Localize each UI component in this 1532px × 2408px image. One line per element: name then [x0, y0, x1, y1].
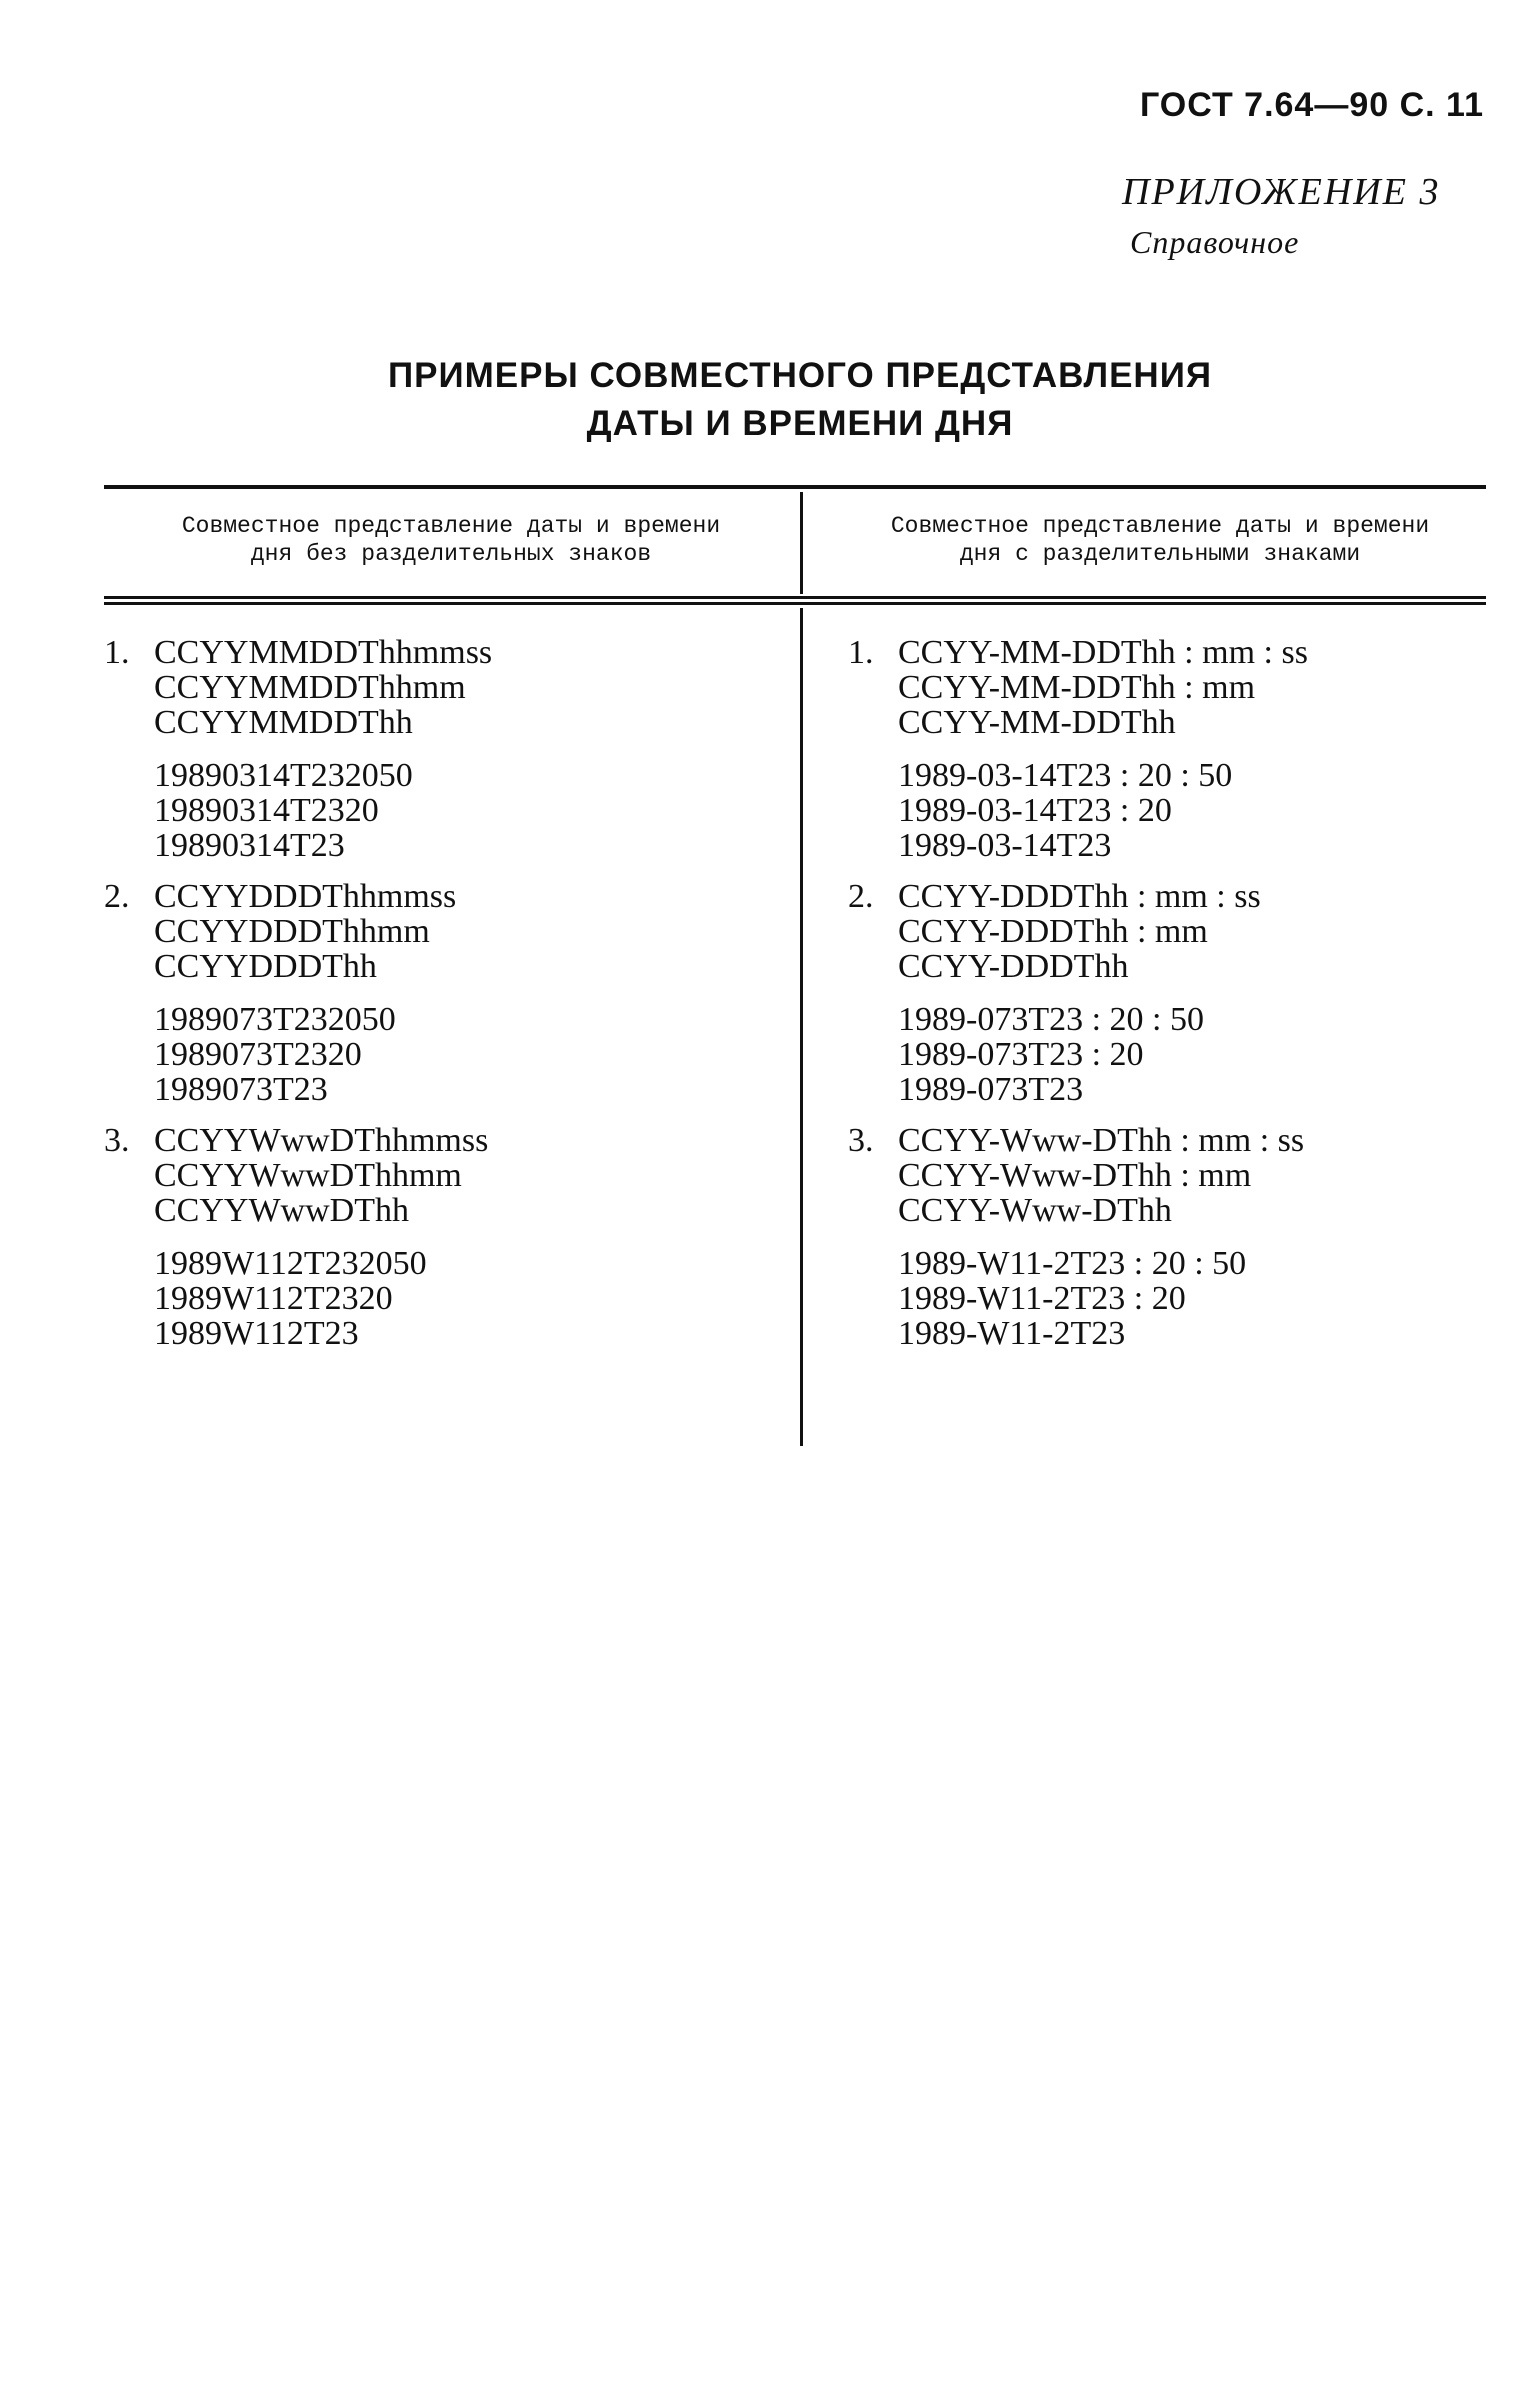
table-top-rule — [104, 485, 1486, 489]
example-line: 19890314T232050 — [154, 757, 413, 794]
format-line: CCYY-DDDThh : mm : ss — [898, 878, 1261, 915]
item-number: 2. — [848, 878, 874, 915]
page-reference: ГОСТ 7.64—90 С. 11 — [1139, 86, 1484, 124]
column-without-separators — [104, 636, 784, 1368]
title-line-2: ДАТЫ И ВРЕМЕНИ ДНЯ — [586, 404, 1014, 443]
column-header-left-line-2: дня без разделительных знаков — [250, 541, 652, 567]
list-item — [848, 1124, 1488, 1352]
example-line: 1989073T232050 — [154, 1001, 396, 1038]
format-line: CCYY-DDDThh : mm — [898, 913, 1208, 950]
list-item — [104, 636, 784, 864]
format-line: CCYY-MM-DDThh — [898, 704, 1176, 741]
format-line: CCYYDDDThh — [154, 948, 377, 985]
example-line: 19890314T23 — [154, 827, 345, 864]
format-line: CCYY-DDDThh — [898, 948, 1129, 985]
appendix-type: Справочное — [1130, 224, 1300, 260]
example-line: 1989073T23 — [154, 1071, 328, 1108]
example-line: 1989073T2320 — [154, 1036, 362, 1073]
appendix-label: ПРИЛОЖЕНИЕ 3 — [1122, 171, 1441, 213]
format-line: CCYY-MM-DDThh : mm — [898, 669, 1256, 706]
list-item — [848, 636, 1488, 864]
format-line: CCYYMMDDThhmm — [154, 669, 466, 706]
format-line: CCYY-Www-DThh : mm — [898, 1157, 1252, 1194]
example-line: 1989-073T23 : 20 — [898, 1036, 1144, 1073]
example-line: 1989W112T23 — [154, 1315, 359, 1352]
format-line: CCYYDDDThhmmss — [154, 878, 457, 915]
format-line: CCYYDDDThhmm — [154, 913, 430, 950]
item-number: 3. — [104, 1122, 130, 1159]
header-column-divider — [800, 492, 803, 594]
item-number: 1. — [104, 634, 130, 671]
example-line: 1989W112T2320 — [154, 1280, 393, 1317]
title-line-1: ПРИМЕРЫ СОВМЕСТНОГО ПРЕДСТАВЛЕНИЯ — [387, 356, 1213, 395]
format-line: CCYY-MM-DDThh : mm : ss — [898, 634, 1308, 671]
example-line: 1989-W11-2T23 : 20 — [898, 1280, 1186, 1317]
example-line: 1989-W11-2T23 : 20 : 50 — [898, 1245, 1247, 1282]
format-line: CCYYMMDDThh — [154, 704, 413, 741]
format-line: CCYYWwwDThh — [154, 1192, 409, 1229]
format-line: CCYY-Www-DThh : mm : ss — [898, 1122, 1305, 1159]
format-line: CCYY-Www-DThh — [898, 1192, 1172, 1229]
header-rule-upper — [104, 596, 1486, 599]
item-number: 1. — [848, 634, 874, 671]
example-line: 19890314T2320 — [154, 792, 379, 829]
list-item — [104, 1124, 784, 1352]
column-with-separators — [848, 636, 1488, 1368]
body-column-divider — [800, 608, 803, 1446]
list-item — [848, 880, 1488, 1108]
example-line: 1989W112T232050 — [154, 1245, 427, 1282]
format-line: CCYYMMDDThhmmss — [154, 634, 493, 671]
example-line: 1989-073T23 — [898, 1071, 1084, 1108]
item-number: 2. — [104, 878, 130, 915]
item-number: 3. — [848, 1122, 874, 1159]
column-header-right — [820, 512, 1500, 568]
example-line: 1989-03-14T23 : 20 : 50 — [898, 757, 1233, 794]
document-title — [0, 352, 1532, 448]
column-header-left-line-1: Совместное представление даты и времени — [181, 513, 721, 539]
column-header-right-line-1: Совместное представление даты и времени — [890, 513, 1430, 539]
format-line: CCYYWwwDThhmm — [154, 1157, 462, 1194]
example-line: 1989-W11-2T23 — [898, 1315, 1126, 1352]
header-rule-lower — [104, 602, 1486, 605]
example-line: 1989-03-14T23 — [898, 827, 1112, 864]
format-line: CCYYWwwDThhmmss — [154, 1122, 489, 1159]
column-header-left — [120, 512, 782, 568]
column-header-right-line-2: дня с разделительными знаками — [959, 541, 1361, 567]
example-line: 1989-03-14T23 : 20 — [898, 792, 1172, 829]
example-line: 1989-073T23 : 20 : 50 — [898, 1001, 1204, 1038]
list-item — [104, 880, 784, 1108]
